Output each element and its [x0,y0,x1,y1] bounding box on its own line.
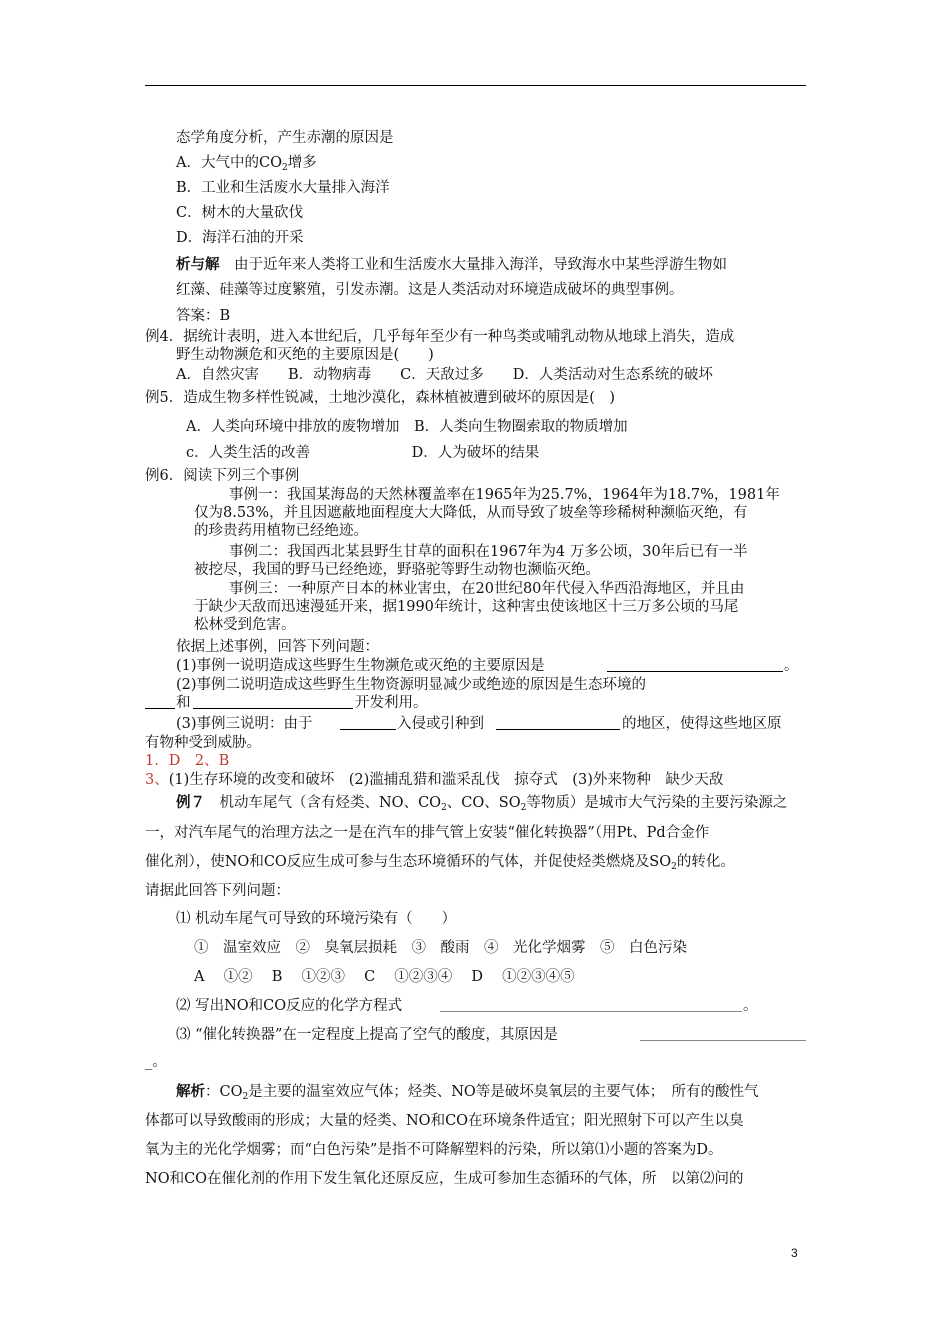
text-line: 例5．造成生物多样性锐减，土地沙漠化，森林植被遭到破坏的原因是( ) [145,390,616,406]
blank-3b[interactable] [496,715,620,733]
blank-reason[interactable] [640,1026,806,1044]
page-number: 3 [791,1246,798,1260]
text-line: 红藻、硅藻等过度繁殖，引发赤潮。这是人类活动对环境造成破坏的典型事例。 [176,282,684,298]
text-line: A．自然灾害 B．动物病毒 C．天敌过多 D．人类活动对生态系统的破坏 [176,367,713,383]
text-line: 事例三：一种原产日本的林业害虫，在20世纪80年代侵入华西沿海地区，并且由 [229,581,745,597]
blank-2b[interactable] [193,694,353,712]
text-line: 解析：$CO_2$是主要的温室效应气体；烃类、NO等是破坏臭氧层的主要气体； 所有的酸性气 [176,1083,759,1102]
blank-2a[interactable] [145,694,175,712]
text-line: 依据上述事例，回答下列问题： [176,639,379,655]
text-line: (2)事例二说明造成这些野生生物资源明显减少或绝迹的原因是生态环境的 [176,677,647,693]
text-line: 请据此回答下列问题： [145,883,290,899]
blank-1[interactable] [607,657,783,675]
text-line: 催化剂），使NO和CO反应生成可参与生态环境循环的气体，并促使烃类燃烧及$SO_2$的转化。 [145,854,735,872]
text-line: 。 [743,998,758,1014]
text-line: 例７ 机动车尾气（含有烃类、NO、$CO_2$、CO、$SO_2$等物质）是城市大气污染的主要污染源之 [176,794,788,813]
text-line: 被挖尽，我国的野马已经绝迹，野骆驼等野生动物也濒临灭绝。 [194,562,600,578]
text-line: 事例二：我国西北某县野生甘草的面积在1967年为4 万多公顷，30年后已有一半 [229,544,748,560]
text-line: A．人类向环境中排放的废物增加 B．人类向生物圈索取的物质增加 [186,419,628,435]
text-line: 事例一：我国某海岛的天然林覆盖率在1965年为25.7%，1964年为18.7%，1981年 [229,487,780,503]
text-line: NO和CO在催化剂的作用下发生氧化还原反应，生成可参加生态循环的气体，所 以第⑵问的 [145,1171,744,1187]
text-line: ⑶ “催化转换器”在一定程度上提高了空气的酸度，其原因是 [176,1027,558,1043]
text-line: 例6．阅读下列三个事例 [145,468,300,484]
text-line: C．树木的大量砍伐 [176,205,304,221]
text-line: 态学角度分析，产生赤潮的原因是 [176,130,394,146]
text-line: 的地区，使得这些地区原 [622,716,782,732]
text-line: c．人类生活的改善 D．人为破坏的结果 [186,445,540,461]
text-line: A ①② B ①②③ C ①②③④ D ①②③④⑤ [194,969,575,985]
text-line: 于缺少天敌而迅速漫延开来，据1990年统计，这种害虫使该地区十三万多公顷的马尾 [194,599,739,615]
text-line: 仅为8.53%，并且因遮蔽地面程度大大降低，从而导致了坡垒等珍稀树种濒临灭绝，有 [194,505,748,521]
text-line: 答案：B [176,308,231,324]
header-rule [145,85,806,86]
text-line: 松林受到危害。 [194,617,296,633]
text-line: (3)事例三说明：由于 [176,716,313,732]
text-line: 的珍贵药用植物已经绝迹。 [194,523,368,539]
blank-3a[interactable] [340,715,396,733]
text-line: 1．D 2、B [145,753,230,769]
text-line: D．海洋石油的开采 [176,230,304,246]
text-line: 野生动物濒危和灭绝的主要原因是( ) [176,347,434,363]
text-line: 。 [784,658,799,674]
text-line: (1)事例一说明造成这些野生生物濒危或灭绝的主要原因是 [176,658,545,674]
text-line: 氧为主的光化学烟雾；而“白色污染”是指不可降解塑料的污染，所以第⑴小题的答案为D。 [145,1142,723,1158]
text-line: 开发利用。 [355,695,428,711]
text-line: 例4．据统计表明，进入本世纪后，几乎每年至少有一种鸟类或哺乳动物从地球上消失，造成 [145,329,735,345]
text-line: 3、(1)生存环境的改变和破坏 (2)滥捕乱猎和滥采乱伐 掠夺式 (3)外来物种 缺少天敌 [145,772,724,788]
text-line: 入侵或引种到 [397,716,484,732]
text-line: 体都可以导致酸雨的形成；大量的烃类、NO和CO在环境条件适宜；阳光照射下可以产生以臭 [145,1113,744,1129]
blank-equation[interactable] [440,997,742,1015]
text-line: ⑵ 写出NO和CO反应的化学方程式 [176,998,403,1014]
text-line: A．大气中的$CO_2$增多 [176,155,317,173]
text-line: _。 [145,1054,167,1070]
text-line: ① 温室效应 ② 臭氧层损耗 ③ 酸雨 ④ 光化学烟雾 ⑤ 白色污染 [194,940,687,956]
text-line: 一，对汽车尾气的治理方法之一是在汽车的排气管上安装“催化转换器”（用Pt、Pd合金作 [145,825,710,841]
text-line: B．工业和生活废水大量排入海洋 [176,180,390,196]
text-line: 析与解 由于近年来人类将工业和生活废水大量排入海洋，导致海水中某些浮游生物如 [176,256,727,273]
text-line: 和 [176,695,191,711]
text-line: ⑴ 机动车尾气可导致的环境污染有（ ） [176,911,457,927]
text-line: 有物种受到威胁。 [145,735,261,751]
